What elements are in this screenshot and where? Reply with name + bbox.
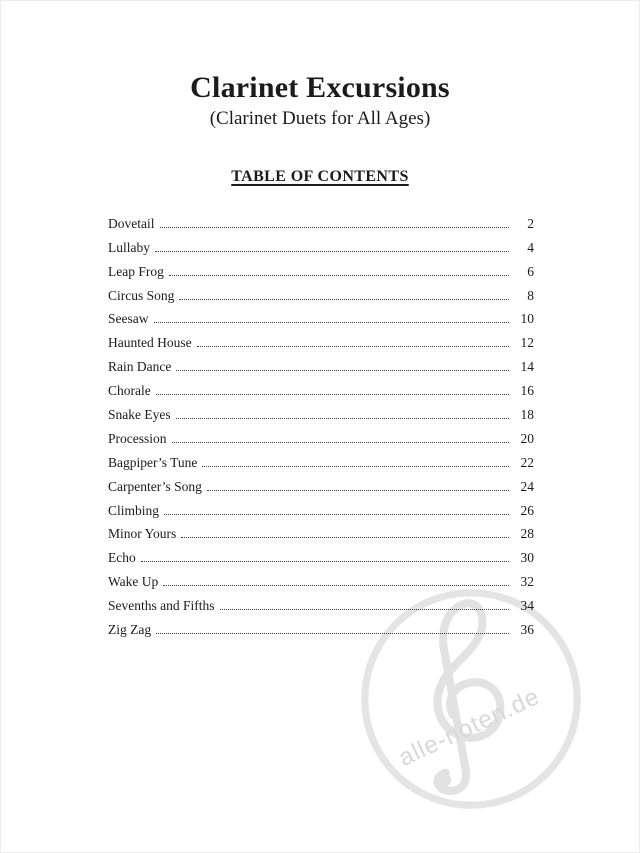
toc-page-number: 16: [520, 383, 534, 399]
toc-dotted-leader: [197, 346, 509, 347]
toc-list: [108, 208, 534, 638]
toc-entry-title: Wake Up: [108, 574, 159, 590]
toc-entry: [108, 232, 534, 256]
toc-entry-title: Dovetail: [108, 215, 155, 231]
toc-page-number: 26: [520, 502, 534, 518]
toc-entry: [108, 208, 534, 232]
toc-entry-title: Carpenter’s Song: [108, 478, 202, 494]
toc-entry: [108, 542, 534, 566]
toc-entry: [108, 614, 534, 638]
toc-dotted-leader: [176, 370, 509, 371]
toc-entry: [108, 590, 534, 614]
toc-dotted-leader: [220, 609, 510, 610]
toc-dotted-leader: [179, 299, 509, 300]
toc-heading-text: TABLE OF CONTENTS: [231, 168, 409, 185]
toc-entry-title: Climbing: [108, 502, 160, 518]
toc-dotted-leader: [160, 227, 510, 228]
toc-entry-title: Circus Song: [108, 287, 175, 303]
toc-entry: [108, 399, 534, 423]
toc-entry: [108, 471, 534, 495]
toc-dotted-leader: [202, 466, 509, 467]
toc-page-number: 4: [527, 239, 534, 255]
toc-entry: [108, 256, 534, 280]
toc-dotted-leader: [156, 394, 509, 395]
toc-page-number: 22: [520, 454, 534, 470]
toc-dotted-leader: [141, 561, 509, 562]
toc-entry: [108, 447, 534, 471]
toc-entry-title: Seesaw: [108, 311, 149, 327]
toc-dotted-leader: [154, 322, 510, 323]
toc-page-number: 14: [520, 359, 534, 375]
toc-dotted-leader: [155, 251, 509, 252]
page-subtitle: (Clarinet Duets for All Ages): [209, 108, 431, 129]
toc-page-number: 8: [527, 287, 534, 303]
toc-entry: [108, 423, 534, 447]
toc-entry-title: Rain Dance: [108, 359, 172, 375]
toc-entry: [108, 495, 534, 519]
toc-page-number: 2: [527, 215, 534, 231]
toc-page-number: 34: [520, 598, 534, 614]
toc-page-number: 32: [520, 574, 534, 590]
toc-entry-title: Haunted House: [108, 335, 192, 351]
toc-entry: [108, 327, 534, 351]
toc-entry-title: Procession: [108, 430, 167, 446]
toc-dotted-leader: [172, 442, 510, 443]
toc-dotted-leader: [163, 585, 509, 586]
toc-page-number: 24: [520, 478, 534, 494]
toc-entry-title: Bagpiper’s Tune: [108, 454, 198, 470]
toc-entry: [108, 304, 534, 328]
toc-dotted-leader: [207, 490, 509, 491]
toc-dotted-leader: [176, 418, 509, 419]
toc-entry: [108, 351, 534, 375]
toc-entry-title: Leap Frog: [108, 263, 164, 279]
toc-entry-title: Snake Eyes: [108, 407, 171, 423]
toc-page-number: 10: [520, 311, 534, 327]
toc-entry: [108, 566, 534, 590]
toc-heading: [1, 168, 639, 186]
toc-page-number: 12: [520, 335, 534, 351]
toc-page-number: 20: [520, 430, 534, 446]
toc-entry-title: Echo: [108, 550, 136, 566]
toc-dotted-leader: [169, 275, 509, 276]
toc-entry: [108, 375, 534, 399]
toc-entry-title: Sevenths and Fifths: [108, 598, 215, 614]
toc-entry-title: Zig Zag: [108, 622, 152, 638]
toc-entry-title: Lullaby: [108, 239, 150, 255]
toc-page-number: 18: [520, 407, 534, 423]
toc-entry: [108, 280, 534, 304]
page-title: Clarinet Excursions: [190, 71, 450, 104]
toc-entry: [108, 519, 534, 543]
watermark-text: alle-noten.de: [394, 683, 545, 772]
toc-page-number: 6: [527, 263, 534, 279]
toc-page-number: 30: [520, 550, 534, 566]
toc-dotted-leader: [156, 633, 509, 634]
toc-dotted-leader: [164, 514, 509, 515]
toc-entry-title: Chorale: [108, 383, 151, 399]
toc-page-number: 28: [520, 526, 534, 542]
toc-page-number: 36: [520, 622, 534, 638]
toc-dotted-leader: [181, 537, 509, 538]
toc-entry-title: Minor Yours: [108, 526, 177, 542]
